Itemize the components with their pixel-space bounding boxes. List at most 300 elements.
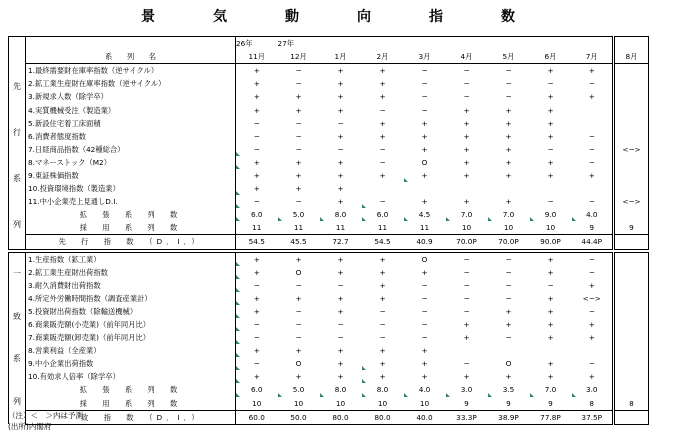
di-value: 50.0 — [278, 410, 320, 424]
signal-cell: − — [379, 333, 386, 343]
di-label: 先 行 指 数 （D．I．） — [26, 235, 236, 249]
signal-cell: − — [295, 131, 302, 141]
signal-cell: + — [421, 372, 428, 382]
signal-cell: − — [463, 92, 470, 102]
adopted-count: 9 — [548, 398, 553, 408]
di-value: 70.0P — [488, 235, 530, 249]
expansion-count: 3.5 — [488, 383, 530, 396]
signal-cell: O — [505, 359, 512, 369]
leading-row — [9, 143, 649, 156]
signal-cell: − — [295, 144, 302, 154]
signal-cell: + — [362, 370, 404, 383]
month-header: 6月 — [530, 50, 572, 64]
signal-cell — [614, 103, 649, 116]
adopted-count: 10 — [335, 398, 346, 408]
signal-cell: − — [505, 293, 512, 303]
series-name: 10.投資環境指数（製造業） — [26, 182, 236, 195]
signal-cell: + — [463, 372, 470, 382]
leading-row — [9, 169, 649, 182]
signal-cell: − — [295, 333, 302, 343]
signal-cell: + — [547, 170, 554, 180]
di-value: 54.5 — [362, 235, 404, 249]
signal-cell: − — [572, 357, 614, 370]
series-name: 4.実質機械受注（製造業） — [26, 103, 236, 116]
signal-cell: + — [572, 370, 614, 383]
signal-cell — [530, 344, 572, 357]
coincident-row — [9, 305, 649, 318]
signal-cell: + — [505, 197, 512, 207]
signal-cell: − — [421, 320, 428, 330]
expansion-count: 5.0 — [278, 208, 320, 221]
signal-cell: − — [421, 333, 428, 343]
expansion-count: 7.0 — [488, 208, 530, 221]
signal-cell: + — [337, 359, 344, 369]
signal-cell: − — [295, 118, 302, 128]
expansion-count: 7.0 — [446, 208, 488, 221]
adopted-count: 9 — [506, 398, 511, 408]
signal-cell: − — [421, 79, 428, 89]
signal-cell: + — [547, 267, 554, 277]
di-value: 80.0 — [320, 410, 362, 424]
signal-cell: + — [505, 144, 512, 154]
signal-cell: + — [421, 197, 428, 207]
coincident-row — [9, 279, 649, 292]
signal-cell: + — [379, 79, 386, 89]
di-value — [614, 410, 649, 424]
signal-cell: + — [547, 293, 554, 303]
signal-cell — [446, 182, 488, 195]
series-name: 1.生産指数（鉱工業） — [26, 252, 236, 266]
leading-row — [9, 195, 649, 208]
coincident-row — [9, 331, 649, 344]
signal-cell: + — [337, 92, 344, 102]
signal-cell — [614, 370, 649, 383]
series-name: 5.新設住宅着工床面積 — [26, 117, 236, 130]
series-name: 6.消費者態度指数 — [26, 130, 236, 143]
signal-cell: + — [421, 144, 428, 154]
expansion-count: 5.0 — [278, 383, 320, 396]
signal-cell: + — [463, 118, 470, 128]
signal-cell: + — [295, 92, 302, 102]
signal-cell — [572, 344, 614, 357]
signal-cell: + — [379, 346, 386, 356]
signal-cell: + — [337, 293, 344, 303]
signal-cell — [614, 292, 649, 305]
signal-cell: − — [379, 306, 386, 316]
source-note: (出所)内閣府 — [8, 422, 52, 431]
signal-cell: − — [505, 79, 512, 89]
signal-cell: − — [421, 306, 428, 316]
adopted-count: 9 — [572, 221, 614, 235]
signal-cell: + — [379, 267, 386, 277]
signal-cell: − — [547, 197, 554, 207]
signal-cell: − — [463, 267, 470, 277]
signal-cell: + — [505, 170, 512, 180]
header-year-cell — [530, 37, 572, 51]
expansion-count: 6.0 — [362, 208, 404, 221]
adopted-count: 8 — [614, 397, 649, 411]
adopted-count: 10 — [419, 398, 430, 408]
signal-cell: − — [572, 77, 614, 90]
signal-cell — [404, 182, 446, 195]
signal-cell: + — [362, 357, 404, 370]
adopted-count: 8 — [572, 397, 614, 411]
signal-cell: + — [295, 372, 302, 382]
signal-cell: − — [421, 66, 428, 76]
adopted-count: 11 — [419, 223, 430, 233]
signal-cell: + — [236, 169, 278, 182]
signal-cell: + — [295, 105, 302, 115]
signal-cell: − — [421, 105, 428, 115]
signal-cell: + — [463, 144, 470, 154]
year-27-label: 27年 — [278, 37, 320, 51]
di-value: 38.9P — [488, 410, 530, 424]
header-year-cell — [488, 37, 530, 51]
series-name-header: 系 列 名 — [26, 50, 236, 64]
signal-cell: + — [295, 184, 302, 194]
signal-cell: + — [547, 320, 554, 330]
signal-cell: − — [572, 252, 614, 266]
signal-cell: + — [379, 170, 386, 180]
signal-cell: − — [295, 197, 302, 207]
signal-cell: − — [236, 279, 278, 292]
signal-cell: + — [547, 359, 554, 369]
coincident-section-label — [9, 252, 26, 424]
signal-cell — [614, 331, 649, 344]
series-name: 3.耐久消費財出荷指数 — [26, 279, 236, 292]
di-value: 37.5P — [572, 410, 614, 424]
signal-cell: + — [379, 118, 386, 128]
signal-cell: + — [463, 197, 470, 207]
leading-row — [9, 64, 649, 78]
adopted-count: 11 — [335, 223, 346, 233]
adopted-count: 10 — [503, 223, 514, 233]
forecast-note: （注）＜ ＞内は予測 — [8, 411, 83, 420]
signal-cell: + — [572, 279, 614, 292]
section-char: 系 — [13, 354, 21, 364]
signal-cell — [572, 182, 614, 195]
signal-cell: − — [362, 195, 404, 208]
signal-cell: + — [337, 197, 344, 207]
signal-cell: + — [337, 105, 344, 115]
signal-cell: + — [337, 306, 344, 316]
di-value: 54.5 — [236, 235, 278, 249]
month-header: 2月 — [362, 50, 404, 64]
di-value: 72.7 — [320, 235, 362, 249]
signal-cell: + — [337, 79, 344, 89]
signal-cell: + — [463, 333, 470, 343]
header-year-cell — [446, 37, 488, 51]
adopted-count: 10 — [377, 398, 388, 408]
signal-cell: + — [404, 169, 446, 182]
signal-cell: + — [337, 346, 344, 356]
adopted-count: 10 — [545, 223, 556, 233]
series-name: 7.日経商品指数（42種総合） — [26, 143, 236, 156]
signal-cell: + — [337, 131, 344, 141]
signal-cell: − — [572, 130, 614, 143]
expansion-count: 8.0 — [320, 383, 362, 396]
series-name: 9.中小企業出荷指数 — [26, 357, 236, 370]
signal-cell: + — [463, 131, 470, 141]
leading-row — [9, 90, 649, 103]
header-year-cell — [404, 37, 446, 51]
leading-row — [9, 77, 649, 90]
coincident-row — [9, 318, 649, 331]
adopted-count: 11 — [293, 223, 304, 233]
section-char: 致 — [13, 311, 21, 321]
series-name: 4.所定外労働時間指数（調査産業計） — [26, 292, 236, 305]
signal-cell: − — [463, 254, 470, 264]
leading-row — [9, 130, 649, 143]
adopted-count: 11 — [377, 223, 388, 233]
signal-cell: − — [295, 320, 302, 330]
di-value: 33.3P — [446, 410, 488, 424]
signal-cell: + — [572, 318, 614, 331]
signal-cell: − — [505, 333, 512, 343]
signal-cell: − — [295, 79, 302, 89]
signal-cell: + — [505, 320, 512, 330]
signal-cell: − — [572, 143, 614, 156]
coincident-row — [9, 357, 649, 370]
signal-cell: + — [236, 182, 278, 195]
coincident-row — [9, 252, 649, 266]
di-value — [614, 235, 649, 249]
signal-cell — [614, 130, 649, 143]
signal-cell: + — [572, 169, 614, 182]
expansion-count: 8.0 — [362, 383, 404, 396]
expansion-label: 拡 張 系 列 数 — [26, 208, 236, 221]
signal-cell: + — [236, 77, 278, 90]
signal-cell: − — [572, 266, 614, 279]
leading-row — [9, 103, 649, 116]
adopted-count: 9 — [614, 221, 649, 235]
coincident-row — [9, 344, 649, 357]
expansion-count — [614, 208, 649, 221]
signal-cell: − — [337, 144, 344, 154]
coincident-row — [9, 266, 649, 279]
di-value: 40.0 — [404, 410, 446, 424]
signal-cell — [614, 252, 649, 266]
signal-cell: + — [379, 92, 386, 102]
leading-row — [9, 182, 649, 195]
signal-cell: − — [463, 306, 470, 316]
expansion-count: 6.0 — [236, 383, 278, 396]
signal-cell: − — [505, 267, 512, 277]
series-name: 11.中小企業売上見通しD.I. — [26, 195, 236, 208]
signal-cell: + — [547, 333, 554, 343]
di-value: 80.0 — [362, 410, 404, 424]
signal-cell: + — [572, 90, 614, 103]
page-title: 景 気 動 向 指 数 — [141, 9, 537, 25]
signal-cell: O — [295, 267, 302, 277]
signal-cell: − — [547, 144, 554, 154]
year-26-label: 26年 — [236, 37, 278, 51]
signal-cell — [614, 156, 649, 169]
signal-cell: + — [295, 293, 302, 303]
section-char: 先 — [13, 82, 21, 92]
signal-cell: − — [379, 320, 386, 330]
signal-cell: − — [463, 66, 470, 76]
signal-cell: − — [236, 318, 278, 331]
signal-cell: − — [463, 293, 470, 303]
header-corner — [9, 37, 26, 64]
signal-cell — [614, 305, 649, 318]
expansion-count: 3.0 — [572, 383, 614, 396]
signal-cell: − — [295, 66, 302, 76]
signal-cell — [614, 344, 649, 357]
signal-cell: + — [236, 156, 278, 169]
signal-cell: + — [295, 170, 302, 180]
expansion-count: 4.0 — [404, 383, 446, 396]
signal-cell: + — [547, 105, 554, 115]
signal-cell: + — [379, 293, 386, 303]
signal-cell: + — [463, 320, 470, 330]
signal-cell: + — [236, 344, 278, 357]
signal-cell: + — [337, 170, 344, 180]
signal-cell: <−> — [614, 143, 649, 156]
adopted-count: 9 — [464, 398, 469, 408]
month-header: 5月 — [488, 50, 530, 64]
di-value: 45.5 — [278, 235, 320, 249]
signal-cell — [614, 169, 649, 182]
series-name: 7.商業販売額(卸売業)（前年同月比） — [26, 331, 236, 344]
adopted-count: 10 — [293, 398, 304, 408]
signal-cell — [614, 279, 649, 292]
signal-cell: − — [337, 320, 344, 330]
signal-cell: − — [236, 331, 278, 344]
series-name: 8.マネーストック（M2） — [26, 156, 236, 169]
di-value: 77.8P — [530, 410, 572, 424]
signal-cell: + — [547, 306, 554, 316]
month-header: 8月 — [614, 50, 649, 64]
leading-row — [9, 156, 649, 169]
adopted-label: 採 用 系 列 数 — [26, 397, 236, 411]
coincident-row — [9, 292, 649, 305]
signal-cell — [488, 182, 530, 195]
signal-cell: − — [572, 195, 614, 208]
indicator-table — [8, 36, 649, 425]
series-name: 9.東証株価指数 — [26, 169, 236, 182]
signal-cell: + — [236, 103, 278, 116]
expansion-count: 7.0 — [530, 383, 572, 396]
signal-cell: − — [421, 92, 428, 102]
di-label: 一 致 指 数 （D．I．） — [26, 410, 236, 424]
signal-cell: − — [337, 280, 344, 290]
series-name: 6.商業販売額(小売業)（前年同月比） — [26, 318, 236, 331]
month-header: 12月 — [278, 50, 320, 64]
signal-cell: + — [379, 66, 386, 76]
signal-cell: − — [421, 280, 428, 290]
signal-cell: − — [463, 79, 470, 89]
signal-cell: + — [547, 131, 554, 141]
signal-cell: + — [505, 105, 512, 115]
header-year-cell — [320, 37, 362, 51]
di-value: 90.0P — [530, 235, 572, 249]
expansion-count: 4.0 — [572, 208, 614, 221]
signal-cell: + — [295, 157, 302, 167]
signal-cell — [530, 182, 572, 195]
signal-cell: − — [337, 333, 344, 343]
signal-cell: − — [236, 195, 278, 208]
expansion-label: 拡 張 系 列 数 — [26, 383, 236, 396]
di-value: 40.9 — [404, 235, 446, 249]
series-name: 5.投資財出荷指数（除輸送機械） — [26, 305, 236, 318]
header-year-cell — [614, 37, 649, 51]
signal-cell — [614, 266, 649, 279]
signal-cell: + — [505, 157, 512, 167]
signal-cell: + — [572, 331, 614, 344]
signal-cell: + — [236, 266, 278, 279]
expansion-count: 3.0 — [446, 383, 488, 396]
header-blank — [26, 37, 236, 51]
signal-cell: − — [463, 280, 470, 290]
signal-cell: + — [337, 267, 344, 277]
expansion-count: 6.0 — [236, 208, 278, 221]
expansion-count: 4.5 — [404, 208, 446, 221]
signal-cell: + — [236, 370, 278, 383]
month-header: 3月 — [404, 50, 446, 64]
series-name: 1.最終需要財在庫率指数（逆サイクル） — [26, 64, 236, 78]
di-value: 70.0P — [446, 235, 488, 249]
signal-cell: − — [379, 144, 386, 154]
signal-cell: − — [505, 92, 512, 102]
section-char: 列 — [13, 396, 21, 406]
signal-cell — [614, 64, 649, 78]
signal-cell: + — [337, 184, 344, 194]
signal-cell: − — [295, 280, 302, 290]
signal-cell — [614, 117, 649, 130]
signal-cell — [446, 344, 488, 357]
leading-section-label — [9, 64, 26, 249]
signal-cell: + — [547, 92, 554, 102]
signal-cell: − — [572, 305, 614, 318]
leading-row — [9, 117, 649, 130]
month-header: 7月 — [572, 50, 614, 64]
signal-cell: + — [463, 105, 470, 115]
signal-cell: + — [505, 372, 512, 382]
signal-cell: − — [421, 293, 428, 303]
series-name: 2.鉱工業生産財出荷指数 — [26, 266, 236, 279]
signal-cell: + — [236, 64, 278, 78]
signal-cell: + — [421, 346, 428, 356]
di-value: 44.4P — [572, 235, 614, 249]
signal-cell: O — [295, 359, 302, 369]
signal-cell: − — [547, 79, 554, 89]
signal-cell: + — [421, 118, 428, 128]
adopted-count: 10 — [236, 397, 278, 411]
signal-cell — [614, 77, 649, 90]
signal-cell: + — [379, 131, 386, 141]
month-header: 4月 — [446, 50, 488, 64]
signal-cell: − — [505, 280, 512, 290]
signal-cell: − — [505, 254, 512, 264]
signal-cell: + — [337, 372, 344, 382]
expansion-count — [614, 383, 649, 396]
adopted-count: 10 — [461, 223, 472, 233]
signal-cell: + — [547, 118, 554, 128]
signal-cell: − — [295, 306, 302, 316]
signal-cell — [614, 182, 649, 195]
month-header: 11月 — [236, 50, 278, 64]
signal-cell: + — [421, 267, 428, 277]
series-name: 2.鉱工業生産財在庫率指数（逆サイクル） — [26, 77, 236, 90]
di-value: 60.0 — [236, 410, 278, 424]
signal-cell: + — [379, 254, 386, 264]
signal-cell: + — [236, 90, 278, 103]
signal-cell: + — [505, 306, 512, 316]
signal-cell: + — [337, 254, 344, 264]
adopted-count: 11 — [236, 221, 278, 235]
